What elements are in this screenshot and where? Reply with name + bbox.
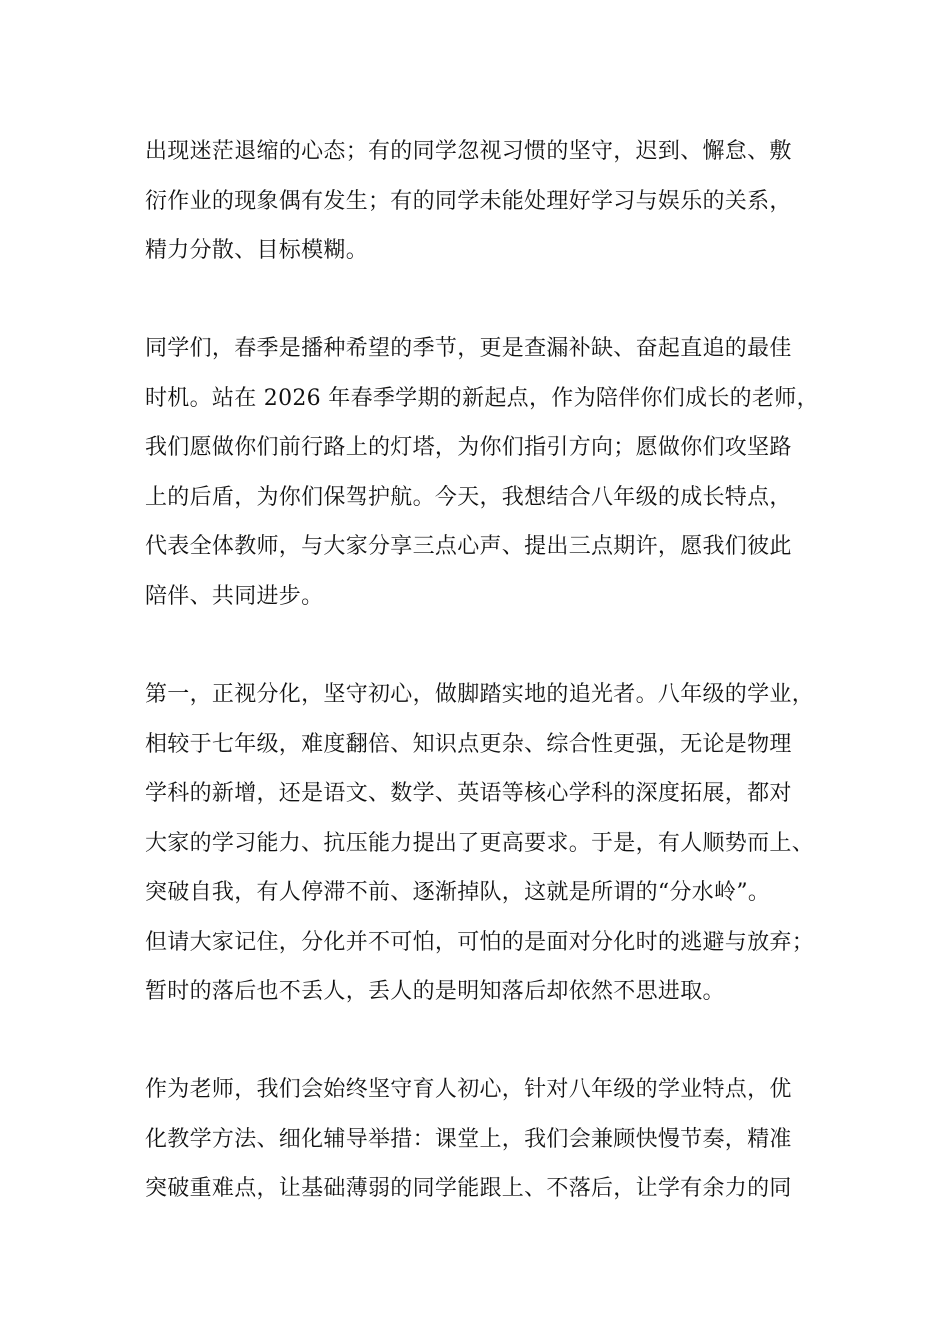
paragraph-4 xyxy=(145,1065,825,1214)
text-line: 作为老师，我们会始终坚守育人初心，针对八年级的学业特点，优 xyxy=(145,1077,792,1102)
text-line: 学科的新增，还是语文、数学、英语等核心学科的深度拓展，都对 xyxy=(145,781,792,806)
text-line: 同学们，春季是播种希望的季节，更是查漏补缺、奋起直追的最佳 xyxy=(145,336,792,361)
text-line: 第一，正视分化，坚守初心，做脚踏实地的追光者。八年级的学业， xyxy=(145,682,815,707)
paragraph-2 xyxy=(145,324,825,621)
text-line: 精力分散、目标模糊。 xyxy=(145,238,369,263)
text-line: 时机。站在 2026 年春季学期的新起点，作为陪伴你们成长的老师， xyxy=(145,385,819,411)
text-line: 化教学方法、细化辅导举措：课堂上，我们会兼顾快慢节奏，精准 xyxy=(145,1126,792,1152)
text-line: 代表全体教师，与大家分享三点心声、提出三点期许，愿我们彼此 xyxy=(145,534,792,559)
paragraph-1 xyxy=(145,127,825,276)
text-line: 大家的学习能力、抗压能力提出了更高要求。于是，有人顺势而上、 xyxy=(145,830,815,856)
text-line: 相较于七年级，难度翻倍、知识点更杂、综合性更强，无论是物理 xyxy=(145,731,792,757)
text-line: 突破自我，有人停滞不前、逐渐掉队，这就是所谓的“分水岭”。 xyxy=(145,880,771,905)
text-line: 上的后盾，为你们保驾护航。今天，我想结合八年级的成长特点， xyxy=(145,484,792,510)
text-line: 陪伴、共同进步。 xyxy=(145,583,324,609)
text-line: 突破重难点，让基础薄弱的同学能跟上、不落后，让学有余力的同 xyxy=(145,1176,792,1201)
text-line: 衍作业的现象偶有发生；有的同学未能处理好学习与娱乐的关系， xyxy=(145,188,792,214)
paragraph-3 xyxy=(145,670,825,1017)
text-line: 我们愿做你们前行路上的灯塔，为你们指引方向；愿做你们攻坚路 xyxy=(145,435,792,460)
text-line: 但请大家记住，分化并不可怕，可怕的是面对分化时的逃避与放弃； xyxy=(145,929,815,955)
text-line: 出现迷茫退缩的心态；有的同学忽视习惯的坚守，迟到、懈怠、敷 xyxy=(145,139,792,164)
text-line: 暂时的落后也不丢人，丢人的是明知落后却依然不思进取。 xyxy=(145,979,725,1004)
